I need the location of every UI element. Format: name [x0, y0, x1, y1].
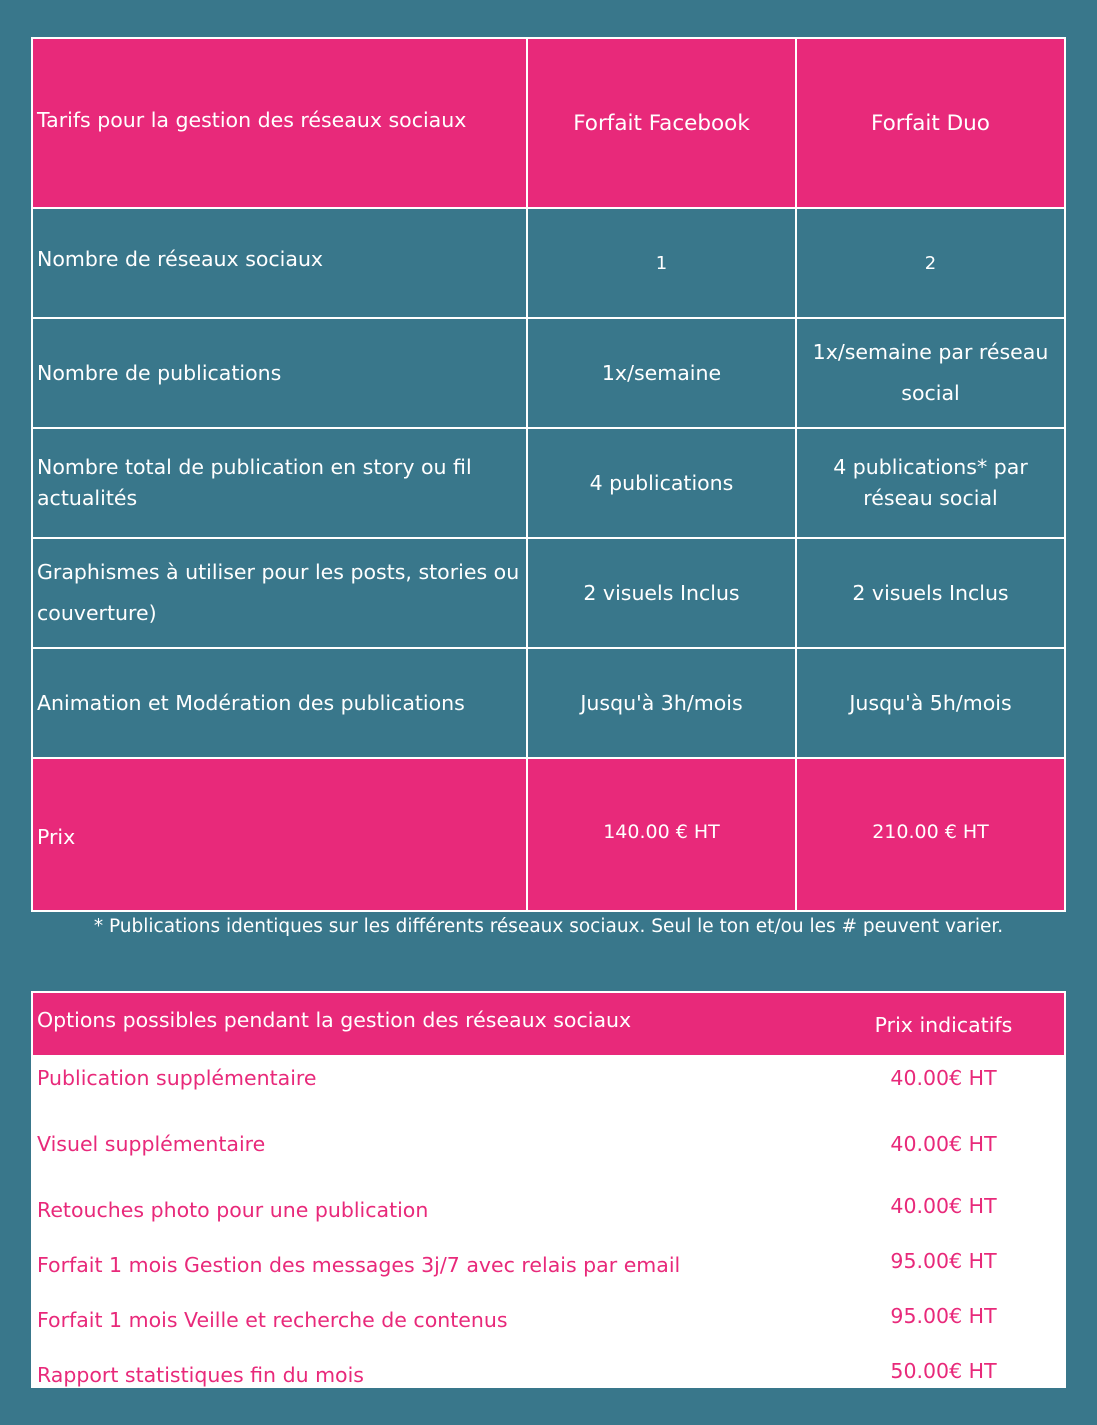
options-header-label: Options possibles pendant la gestion des réseaux sociaux [37, 1008, 632, 1032]
price-facebook: 140.00 € HT [528, 759, 797, 910]
option-price: 40.00€ HT [890, 1066, 997, 1090]
option-price: 95.00€ HT [890, 1304, 997, 1328]
row-networks-facebook: 1 [528, 209, 797, 319]
option-price: 50.00€ HT [890, 1359, 997, 1383]
pricing-table [31, 37, 1066, 912]
options-header [33, 993, 1064, 1055]
option-label: Forfait 1 mois Gestion des messages 3j/7 avec relais par email [37, 1253, 681, 1277]
row-graphics-label: Graphismes à utiliser pour les posts, stories ou couverture) [33, 539, 528, 649]
option-row [33, 1225, 1064, 1280]
row-networks-label: Nombre de réseaux sociaux [33, 209, 528, 319]
pricing-header-facebook: Forfait Facebook [528, 39, 797, 209]
row-publications-label: Nombre de publications [33, 319, 528, 429]
row-animation-facebook: Jusqu'à 3h/mois [528, 649, 797, 759]
pricing-header-duo: Forfait Duo [797, 39, 1064, 209]
option-label: Forfait 1 mois Veille et recherche de contenus [37, 1308, 508, 1332]
option-label: Rapport statistiques fin du mois [37, 1363, 364, 1387]
footnote: * Publications identiques sur les différents réseaux sociaux. Seul le ton et/ou les # peuvent varier. [93, 916, 1004, 937]
option-row [33, 1335, 1064, 1390]
option-label: Retouches photo pour une publication [37, 1198, 429, 1222]
row-graphics-facebook: 2 visuels Inclus [528, 539, 797, 649]
option-row [33, 1110, 1064, 1170]
option-price: 95.00€ HT [890, 1249, 997, 1273]
row-total-facebook: 4 publications [528, 429, 797, 539]
row-publications-duo: 1x/semaine par réseau social [797, 319, 1064, 429]
row-graphics-duo: 2 visuels Inclus [797, 539, 1064, 649]
option-label: Publication supplémentaire [37, 1066, 317, 1090]
option-row [33, 1170, 1064, 1225]
row-publications-facebook: 1x/semaine [528, 319, 797, 429]
row-total-duo: 4 publications* par réseau social [797, 429, 1064, 539]
row-animation-duo: Jusqu'à 5h/mois [797, 649, 1064, 759]
option-price: 40.00€ HT [890, 1194, 997, 1218]
row-animation-label: Animation et Modération des publications [33, 649, 528, 759]
options-header-price: Prix indicatifs [874, 1013, 1013, 1037]
option-price: 40.00€ HT [890, 1132, 997, 1156]
row-total-label: Nombre total de publication en story ou fil actualités [33, 429, 528, 539]
options-table [31, 991, 1066, 1388]
pricing-header-label: Tarifs pour la gestion des réseaux sociaux [33, 39, 528, 209]
price-duo: 210.00 € HT [797, 759, 1064, 910]
option-row [33, 1055, 1064, 1110]
option-label: Visuel supplémentaire [37, 1132, 266, 1156]
price-label: Prix [33, 759, 528, 910]
option-row [33, 1280, 1064, 1335]
row-networks-duo: 2 [797, 209, 1064, 319]
